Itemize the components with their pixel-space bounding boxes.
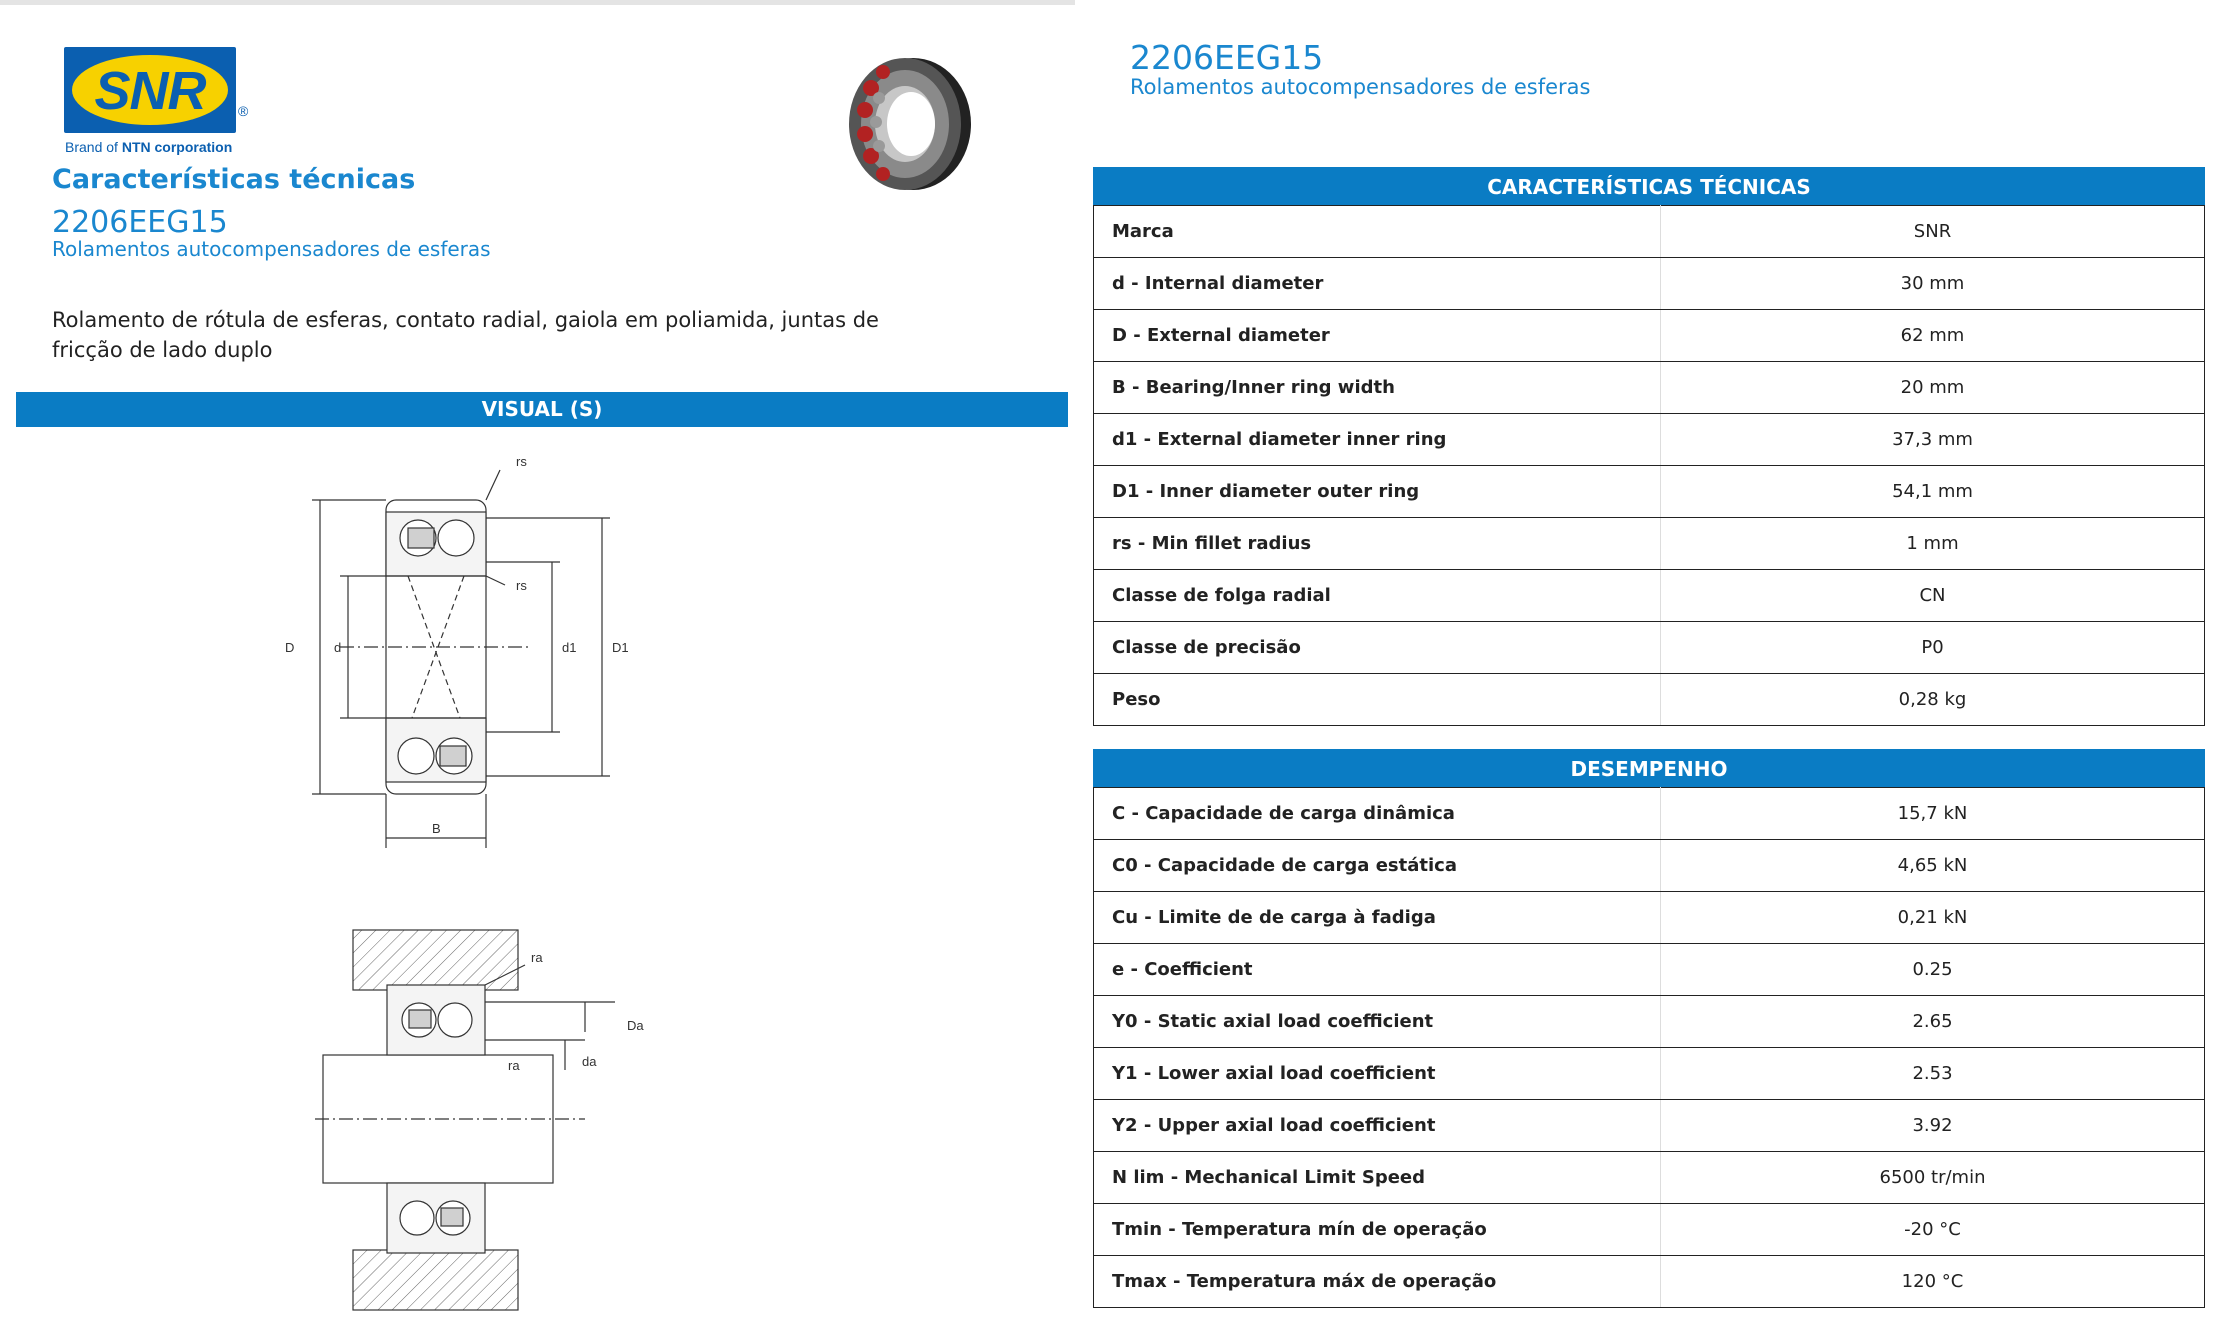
- spec-value: P0: [1661, 622, 2205, 674]
- logo-brand-name: NTN corporation: [121, 139, 233, 155]
- spec-value: 0,21 kN: [1661, 892, 2205, 944]
- technical-specs-header: CARACTERÍSTICAS TÉCNICAS: [1093, 167, 2205, 205]
- table-row: [1094, 206, 2205, 258]
- bearing-dimension-drawing: [280, 450, 680, 850]
- label-B: B: [432, 821, 441, 836]
- spec-key: C0 - Capacidade de carga estática: [1094, 840, 1661, 892]
- spec-key: e - Coefficient: [1094, 944, 1661, 996]
- logo-brand-prefix: Brand of: [65, 139, 122, 155]
- spec-value: 0,28 kg: [1661, 674, 2205, 726]
- spec-key: Y2 - Upper axial load coefficient: [1094, 1100, 1661, 1152]
- spec-value: 2.65: [1661, 996, 2205, 1048]
- spec-key: Marca: [1094, 206, 1661, 258]
- spec-value: 30 mm: [1661, 258, 2205, 310]
- label-da: da: [582, 1054, 597, 1069]
- logo-text: SNR: [94, 61, 206, 121]
- table-row: [1094, 570, 2205, 622]
- spec-value: 2.53: [1661, 1048, 2205, 1100]
- table-row: [1094, 1100, 2205, 1152]
- spec-key: Tmin - Temperatura mín de operação: [1094, 1204, 1661, 1256]
- spec-key: B - Bearing/Inner ring width: [1094, 362, 1661, 414]
- table-row: [1094, 892, 2205, 944]
- page-heading: Características técnicas: [52, 164, 416, 195]
- right-product-subtitle: Rolamentos autocompensadores de esferas: [1130, 75, 1591, 99]
- table-row: [1094, 1256, 2205, 1308]
- label-d1: d1: [562, 640, 577, 655]
- spec-value: 20 mm: [1661, 362, 2205, 414]
- spec-key: Classe de folga radial: [1094, 570, 1661, 622]
- table-row: [1094, 674, 2205, 726]
- spec-value: 1 mm: [1661, 518, 2205, 570]
- table-row: [1094, 310, 2205, 362]
- spec-value: 3.92: [1661, 1100, 2205, 1152]
- product-code: 2206EEG15: [52, 205, 228, 240]
- table-row: [1094, 466, 2205, 518]
- spec-value: SNR: [1661, 206, 2205, 258]
- logo-badge: [64, 47, 236, 133]
- spec-key: N lim - Mechanical Limit Speed: [1094, 1152, 1661, 1204]
- spec-key: rs - Min fillet radius: [1094, 518, 1661, 570]
- label-D: D: [285, 640, 295, 655]
- logo-registered: ®: [238, 103, 249, 119]
- label-Da: Da: [627, 1018, 644, 1033]
- performance-section: [1093, 749, 2205, 1308]
- table-row: [1094, 362, 2205, 414]
- spec-key: d - Internal diameter: [1094, 258, 1661, 310]
- bearing-photo: [843, 48, 973, 194]
- table-row: [1094, 840, 2205, 892]
- table-row: [1094, 996, 2205, 1048]
- spec-key: Classe de precisão: [1094, 622, 1661, 674]
- spec-key: D - External diameter: [1094, 310, 1661, 362]
- top-divider: [0, 0, 1075, 5]
- spec-value: CN: [1661, 570, 2205, 622]
- spec-value: 62 mm: [1661, 310, 2205, 362]
- table-row: [1094, 944, 2205, 996]
- technical-specs-section: [1093, 167, 2205, 726]
- spec-value: 4,65 kN: [1661, 840, 2205, 892]
- table-row: [1094, 258, 2205, 310]
- spec-key: Peso: [1094, 674, 1661, 726]
- spec-key: D1 - Inner diameter outer ring: [1094, 466, 1661, 518]
- spec-key: Cu - Limite de de carga à fadiga: [1094, 892, 1661, 944]
- label-D1: D1: [612, 640, 629, 655]
- label-rs-inner: rs: [516, 578, 527, 593]
- table-row: [1094, 1048, 2205, 1100]
- spec-value: 6500 tr/min: [1661, 1152, 2205, 1204]
- spec-key: Y0 - Static axial load coefficient: [1094, 996, 1661, 1048]
- technical-specs-table: [1093, 205, 2205, 726]
- visual-section-header: VISUAL (S): [16, 392, 1068, 427]
- spec-value: -20 °C: [1661, 1204, 2205, 1256]
- label-rs-top: rs: [516, 454, 527, 469]
- product-description: Rolamento de rótula de esferas, contato radial, gaiola em poliamida, juntas de fricção de lado duplo: [52, 308, 879, 362]
- label-ra-inner: ra: [508, 1058, 520, 1073]
- spec-key: Y1 - Lower axial load coefficient: [1094, 1048, 1661, 1100]
- table-row: [1094, 414, 2205, 466]
- product-subtitle: Rolamentos autocompensadores de esferas: [52, 237, 491, 261]
- table-row: [1094, 1204, 2205, 1256]
- table-row: [1094, 622, 2205, 674]
- spec-value: 37,3 mm: [1661, 414, 2205, 466]
- spec-value: 54,1 mm: [1661, 466, 2205, 518]
- spec-key: C - Capacidade de carga dinâmica: [1094, 788, 1661, 840]
- table-row: [1094, 1152, 2205, 1204]
- table-row: [1094, 788, 2205, 840]
- logo-brand: [65, 139, 232, 155]
- spec-key: Tmax - Temperatura máx de operação: [1094, 1256, 1661, 1308]
- performance-table: [1093, 787, 2205, 1308]
- performance-header: DESEMPENHO: [1093, 749, 2205, 787]
- label-d: d: [334, 640, 342, 655]
- right-product-code: 2206EEG15: [1130, 38, 1324, 77]
- spec-value: 120 °C: [1661, 1256, 2205, 1308]
- label-ra-top: ra: [531, 950, 543, 965]
- spec-key: d1 - External diameter inner ring: [1094, 414, 1661, 466]
- mounting-drawing: [315, 920, 675, 1320]
- table-row: [1094, 518, 2205, 570]
- spec-value: 15,7 kN: [1661, 788, 2205, 840]
- spec-value: 0.25: [1661, 944, 2205, 996]
- snr-logo: [62, 45, 252, 160]
